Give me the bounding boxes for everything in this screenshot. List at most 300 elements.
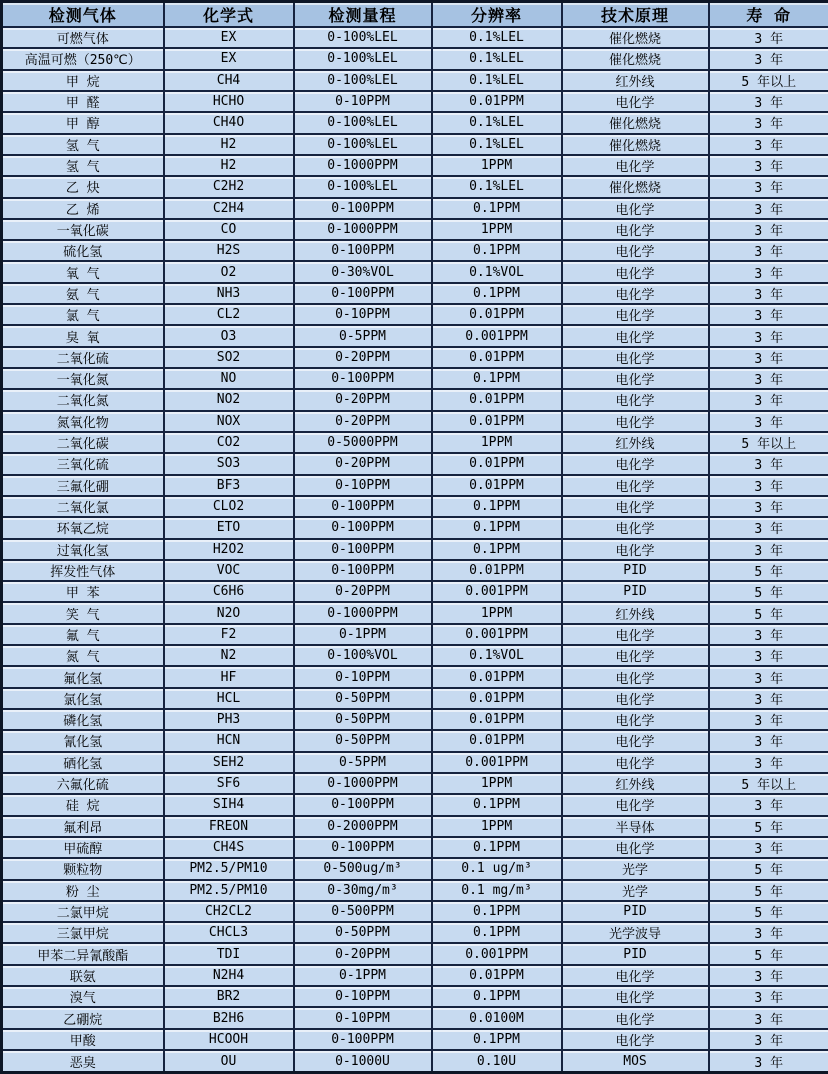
cell-range: 0-1000PPM [294,602,432,623]
cell-lifespan: 3 年 [709,155,828,176]
cell-range: 0-30mg/m³ [294,880,432,901]
cell-resolution: 1PPM [432,773,562,794]
cell-range: 0-100%VOL [294,645,432,666]
table-row [2,645,828,666]
cell-principle: 电化学 [562,1007,709,1028]
cell-range: 0-50PPM [294,688,432,709]
cell-resolution: 0.1%VOL [432,261,562,282]
table-row [2,624,828,645]
cell-range: 0-100%LEL [294,176,432,197]
table-row [2,176,828,197]
cell-resolution: 0.1%LEL [432,48,562,69]
header-row [2,2,828,28]
cell-lifespan: 3 年 [709,368,828,389]
table-row [2,773,828,794]
cell-resolution: 0.1%LEL [432,70,562,91]
cell-range: 0-10PPM [294,666,432,687]
cell-lifespan: 3 年 [709,922,828,943]
cell-principle: 红外线 [562,602,709,623]
cell-lifespan: 5 年以上 [709,432,828,453]
cell-lifespan: 3 年 [709,219,828,240]
cell-resolution: 0.01PPM [432,347,562,368]
cell-gas: 硅 烷 [2,794,164,815]
cell-lifespan: 3 年 [709,112,828,133]
cell-formula: HCN [164,730,294,751]
cell-principle: 电化学 [562,688,709,709]
cell-range: 0-5000PPM [294,432,432,453]
cell-lifespan: 3 年 [709,837,828,858]
cell-lifespan: 3 年 [709,645,828,666]
table-row [2,48,828,69]
cell-principle: 红外线 [562,773,709,794]
table-row [2,389,828,410]
table-row [2,1007,828,1028]
cell-gas: 二氯甲烷 [2,901,164,922]
cell-range: 0-500ug/m³ [294,858,432,879]
table-row [2,198,828,219]
cell-lifespan: 3 年 [709,91,828,112]
cell-principle: 电化学 [562,389,709,410]
cell-principle: 催化燃烧 [562,48,709,69]
cell-resolution: 0.1%LEL [432,176,562,197]
cell-principle: 红外线 [562,432,709,453]
table-row [2,794,828,815]
cell-formula: NO2 [164,389,294,410]
cell-gas: 二氧化硫 [2,347,164,368]
cell-resolution: 0.001PPM [432,581,562,602]
cell-principle: 电化学 [562,261,709,282]
cell-principle: PID [562,581,709,602]
cell-lifespan: 3 年 [709,198,828,219]
column-header-principle: 技术原理 [562,2,709,28]
cell-formula: HCOOH [164,1029,294,1050]
cell-range: 0-1PPM [294,965,432,986]
cell-principle: PID [562,943,709,964]
cell-gas: 氰化氢 [2,730,164,751]
cell-principle: 电化学 [562,453,709,474]
table-row [2,325,828,346]
cell-gas: 联氨 [2,965,164,986]
cell-formula: C2H2 [164,176,294,197]
cell-gas: 二氧化碳 [2,432,164,453]
table-row [2,432,828,453]
table-row [2,858,828,879]
cell-lifespan: 3 年 [709,794,828,815]
cell-formula: O3 [164,325,294,346]
cell-range: 0-100PPM [294,496,432,517]
cell-resolution: 0.0100M [432,1007,562,1028]
cell-formula: CH2CL2 [164,901,294,922]
cell-gas: 氢 气 [2,155,164,176]
cell-gas: 氟化氢 [2,666,164,687]
cell-resolution: 0.01PPM [432,560,562,581]
cell-lifespan: 3 年 [709,666,828,687]
cell-resolution: 0.1PPM [432,496,562,517]
cell-lifespan: 5 年 [709,943,828,964]
cell-resolution: 0.01PPM [432,688,562,709]
cell-range: 0-100PPM [294,517,432,538]
table-row [2,943,828,964]
cell-formula: PM2.5/PM10 [164,880,294,901]
cell-formula: NH3 [164,283,294,304]
cell-range: 0-500PPM [294,901,432,922]
table-row [2,112,828,133]
cell-principle: 电化学 [562,709,709,730]
cell-gas: 氟利昂 [2,816,164,837]
cell-gas: 二氧化氯 [2,496,164,517]
cell-formula: HF [164,666,294,687]
cell-resolution: 0.01PPM [432,666,562,687]
cell-principle: 红外线 [562,70,709,91]
cell-gas: 氯化氢 [2,688,164,709]
cell-resolution: 0.1PPM [432,1029,562,1050]
cell-resolution: 0.1PPM [432,368,562,389]
cell-formula: C2H4 [164,198,294,219]
cell-range: 0-100PPM [294,1029,432,1050]
cell-resolution: 0.1 mg/m³ [432,880,562,901]
cell-range: 0-20PPM [294,943,432,964]
cell-formula: CH4S [164,837,294,858]
cell-gas: 二氧化氮 [2,389,164,410]
cell-principle: 电化学 [562,539,709,560]
column-header-resolution: 分辨率 [432,2,562,28]
cell-gas: 氨 气 [2,283,164,304]
cell-lifespan: 3 年 [709,283,828,304]
cell-formula: BF3 [164,475,294,496]
cell-range: 0-10PPM [294,986,432,1007]
cell-range: 0-50PPM [294,709,432,730]
cell-principle: 电化学 [562,645,709,666]
cell-gas: 氧 气 [2,261,164,282]
cell-range: 0-5PPM [294,752,432,773]
cell-principle: 电化学 [562,1029,709,1050]
cell-principle: 电化学 [562,91,709,112]
cell-lifespan: 3 年 [709,624,828,645]
cell-resolution: 0.1PPM [432,283,562,304]
cell-principle: 电化学 [562,752,709,773]
table-header [2,2,828,28]
table-row [2,453,828,474]
cell-gas: 颗粒物 [2,858,164,879]
cell-gas: 甲 醛 [2,91,164,112]
cell-gas: 恶臭 [2,1050,164,1073]
cell-gas: 甲 醇 [2,112,164,133]
cell-gas: 一氧化碳 [2,219,164,240]
cell-lifespan: 5 年 [709,858,828,879]
cell-formula: CHCL3 [164,922,294,943]
cell-range: 0-100PPM [294,560,432,581]
cell-gas: 硒化氢 [2,752,164,773]
cell-principle: 电化学 [562,986,709,1007]
table-row [2,837,828,858]
cell-resolution: 0.1%VOL [432,645,562,666]
cell-formula: BR2 [164,986,294,1007]
cell-principle: 催化燃烧 [562,134,709,155]
cell-formula: PM2.5/PM10 [164,858,294,879]
cell-resolution: 1PPM [432,816,562,837]
cell-lifespan: 3 年 [709,261,828,282]
cell-formula: CH4 [164,70,294,91]
cell-resolution: 0.1PPM [432,986,562,1007]
cell-lifespan: 5 年以上 [709,70,828,91]
cell-gas: 氮氧化物 [2,411,164,432]
table-body [2,27,828,1073]
cell-formula: H2 [164,155,294,176]
cell-lifespan: 3 年 [709,48,828,69]
cell-principle: 催化燃烧 [562,27,709,48]
cell-lifespan: 3 年 [709,27,828,48]
table-row [2,155,828,176]
cell-lifespan: 3 年 [709,539,828,560]
cell-formula: NOX [164,411,294,432]
table-row [2,347,828,368]
cell-principle: 电化学 [562,837,709,858]
cell-formula: CO [164,219,294,240]
cell-formula: N2H4 [164,965,294,986]
cell-lifespan: 3 年 [709,1050,828,1073]
cell-principle: 催化燃烧 [562,176,709,197]
cell-formula: OU [164,1050,294,1073]
cell-resolution: 0.1PPM [432,539,562,560]
cell-gas: 氟 气 [2,624,164,645]
table-row [2,240,828,261]
cell-resolution: 0.1PPM [432,240,562,261]
cell-resolution: 0.01PPM [432,453,562,474]
cell-range: 0-20PPM [294,347,432,368]
cell-principle: 电化学 [562,325,709,346]
cell-range: 0-100PPM [294,198,432,219]
table-row [2,27,828,48]
cell-gas: 硫化氢 [2,240,164,261]
cell-range: 0-20PPM [294,453,432,474]
table-row [2,581,828,602]
table-row [2,709,828,730]
cell-resolution: 0.01PPM [432,965,562,986]
cell-gas: 甲 苯 [2,581,164,602]
table-row [2,304,828,325]
cell-principle: 电化学 [562,411,709,432]
cell-resolution: 0.01PPM [432,389,562,410]
table-row [2,922,828,943]
cell-principle: 电化学 [562,240,709,261]
cell-gas: 三氯甲烷 [2,922,164,943]
cell-lifespan: 5 年 [709,602,828,623]
table-row [2,602,828,623]
cell-principle: PID [562,901,709,922]
cell-resolution: 0.1PPM [432,794,562,815]
cell-resolution: 0.1PPM [432,837,562,858]
cell-range: 0-1000PPM [294,219,432,240]
cell-range: 0-100%LEL [294,27,432,48]
cell-gas: 甲苯二异氰酸酯 [2,943,164,964]
table-row [2,283,828,304]
cell-lifespan: 3 年 [709,325,828,346]
cell-lifespan: 3 年 [709,240,828,261]
cell-range: 0-100PPM [294,283,432,304]
table-row [2,688,828,709]
table-row [2,368,828,389]
cell-formula: F2 [164,624,294,645]
table-row [2,70,828,91]
cell-formula: SEH2 [164,752,294,773]
cell-resolution: 0.10U [432,1050,562,1073]
cell-formula: VOC [164,560,294,581]
cell-range: 0-1000PPM [294,773,432,794]
cell-resolution: 0.1PPM [432,901,562,922]
cell-lifespan: 3 年 [709,752,828,773]
cell-principle: 电化学 [562,219,709,240]
cell-formula: CH4O [164,112,294,133]
table-row [2,901,828,922]
cell-formula: CL2 [164,304,294,325]
cell-lifespan: 5 年 [709,560,828,581]
cell-lifespan: 3 年 [709,475,828,496]
cell-formula: O2 [164,261,294,282]
cell-range: 0-100%LEL [294,134,432,155]
cell-gas: 挥发性气体 [2,560,164,581]
table-row [2,496,828,517]
cell-range: 0-100PPM [294,368,432,389]
cell-lifespan: 3 年 [709,1007,828,1028]
cell-range: 0-20PPM [294,389,432,410]
cell-lifespan: 3 年 [709,453,828,474]
cell-range: 0-2000PPM [294,816,432,837]
cell-range: 0-20PPM [294,411,432,432]
cell-range: 0-100PPM [294,837,432,858]
cell-resolution: 0.1PPM [432,198,562,219]
cell-formula: EX [164,48,294,69]
cell-gas: 笑 气 [2,602,164,623]
table-row [2,475,828,496]
cell-range: 0-10PPM [294,91,432,112]
cell-principle: 光学 [562,858,709,879]
cell-lifespan: 5 年 [709,581,828,602]
cell-resolution: 0.01PPM [432,411,562,432]
cell-gas: 乙硼烷 [2,1007,164,1028]
cell-principle: 电化学 [562,368,709,389]
cell-resolution: 0.001PPM [432,325,562,346]
cell-lifespan: 3 年 [709,688,828,709]
table-row [2,666,828,687]
cell-formula: SO3 [164,453,294,474]
cell-principle: 半导体 [562,816,709,837]
cell-gas: 三氧化硫 [2,453,164,474]
cell-range: 0-30%VOL [294,261,432,282]
cell-resolution: 0.01PPM [432,304,562,325]
cell-gas: 磷化氢 [2,709,164,730]
table-row [2,91,828,112]
cell-range: 0-100%LEL [294,48,432,69]
cell-gas: 甲 烷 [2,70,164,91]
cell-formula: HCHO [164,91,294,112]
table-row [2,752,828,773]
cell-resolution: 0.1PPM [432,922,562,943]
cell-formula: B2H6 [164,1007,294,1028]
cell-range: 0-10PPM [294,475,432,496]
cell-gas: 甲酸 [2,1029,164,1050]
cell-principle: 电化学 [562,730,709,751]
cell-principle: 电化学 [562,347,709,368]
cell-gas: 溴气 [2,986,164,1007]
cell-formula: PH3 [164,709,294,730]
column-header-range: 检测量程 [294,2,432,28]
cell-formula: H2 [164,134,294,155]
cell-formula: NO [164,368,294,389]
cell-principle: 催化燃烧 [562,112,709,133]
cell-range: 0-50PPM [294,730,432,751]
cell-range: 0-100%LEL [294,70,432,91]
cell-resolution: 0.1%LEL [432,27,562,48]
cell-resolution: 0.01PPM [432,91,562,112]
cell-resolution: 0.001PPM [432,752,562,773]
cell-resolution: 1PPM [432,219,562,240]
cell-principle: MOS [562,1050,709,1073]
cell-principle: 电化学 [562,304,709,325]
cell-lifespan: 3 年 [709,730,828,751]
cell-gas: 乙 烯 [2,198,164,219]
table-row [2,539,828,560]
table-row [2,730,828,751]
cell-formula: TDI [164,943,294,964]
table-row [2,880,828,901]
table-row [2,1029,828,1050]
cell-principle: 电化学 [562,794,709,815]
cell-resolution: 0.01PPM [432,475,562,496]
cell-principle: 电化学 [562,283,709,304]
cell-lifespan: 3 年 [709,517,828,538]
cell-formula: FREON [164,816,294,837]
cell-formula: SF6 [164,773,294,794]
cell-lifespan: 3 年 [709,709,828,730]
cell-formula: HCL [164,688,294,709]
cell-range: 0-100PPM [294,794,432,815]
cell-formula: N2 [164,645,294,666]
cell-gas: 三氟化硼 [2,475,164,496]
cell-range: 0-1000U [294,1050,432,1073]
cell-principle: 光学波导 [562,922,709,943]
table-row [2,816,828,837]
cell-range: 0-5PPM [294,325,432,346]
cell-lifespan: 3 年 [709,304,828,325]
table-row [2,965,828,986]
cell-formula: H2S [164,240,294,261]
cell-formula: CLO2 [164,496,294,517]
cell-resolution: 1PPM [432,602,562,623]
cell-range: 0-1000PPM [294,155,432,176]
cell-formula: CO2 [164,432,294,453]
cell-lifespan: 5 年 [709,880,828,901]
cell-gas: 环氧乙烷 [2,517,164,538]
column-header-lifespan: 寿 命 [709,2,828,28]
table-row [2,560,828,581]
cell-resolution: 0.001PPM [432,624,562,645]
cell-lifespan: 3 年 [709,965,828,986]
cell-formula: N2O [164,602,294,623]
cell-range: 0-100PPM [294,539,432,560]
cell-range: 0-10PPM [294,304,432,325]
cell-lifespan: 5 年 [709,816,828,837]
cell-gas: 高温可燃（250℃） [2,48,164,69]
cell-principle: 电化学 [562,475,709,496]
cell-resolution: 0.01PPM [432,730,562,751]
cell-resolution: 1PPM [432,155,562,176]
table-row [2,517,828,538]
cell-gas: 六氟化硫 [2,773,164,794]
cell-lifespan: 3 年 [709,496,828,517]
cell-gas: 氯 气 [2,304,164,325]
cell-lifespan: 3 年 [709,134,828,155]
cell-lifespan: 3 年 [709,1029,828,1050]
